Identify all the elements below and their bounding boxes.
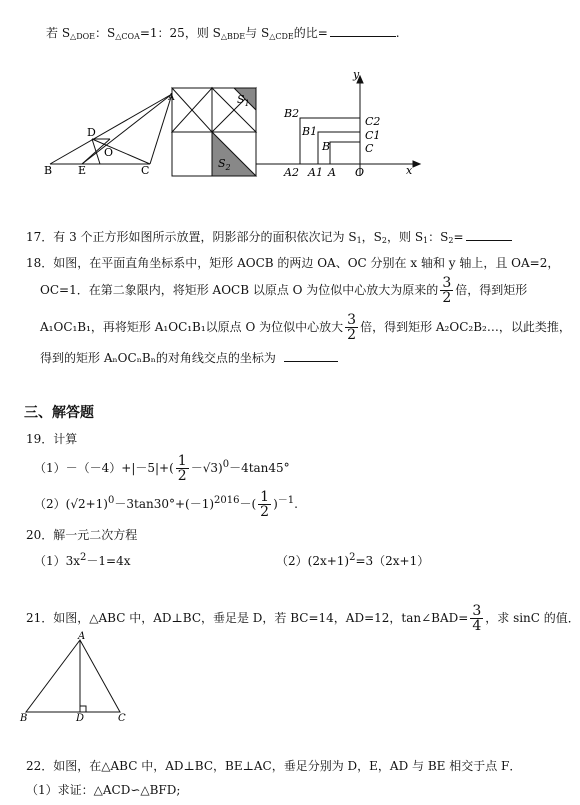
label-A: A	[328, 166, 336, 179]
answer-blank	[466, 230, 512, 241]
label-A1: A1	[308, 166, 323, 179]
x-axis-label: x	[406, 164, 413, 177]
y-axis-label: y	[353, 68, 360, 81]
fraction-1-2: $\frac{1}{2}$	[177, 453, 187, 484]
answer-blank	[330, 26, 396, 37]
q18-line1: 18．如图，在平面直角坐标系中，矩形 AOCB 的两边 OA、OC 分别在 x 轴和 y 轴上，且 OA=2，	[26, 256, 560, 270]
answer-blank	[284, 351, 338, 362]
q16-line: 若 $S_{\triangle DOE}$：$S_{\triangle COA}=1$：25，则 $S_{\triangle BDE}$与 $S_{\triangle CDE}$的比= .	[46, 26, 400, 41]
fig1-label-C: C	[141, 164, 150, 177]
figures-row	[0, 68, 534, 192]
label-C1: C1	[365, 129, 381, 142]
fig4-label-A: A	[78, 631, 86, 642]
fig4-label-B: B	[20, 713, 28, 724]
q17-line: 17．有 3 个正方形如图所示放置，阴影部分的面积依次记为 $S_1$，$S_2$，则 $S_1$：$S_2=$	[26, 228, 512, 245]
fig4-label-D: D	[76, 713, 85, 724]
q18-line2: OC=1．在第二象限内，将矩形 AOCB 以原点 O 为位似中心放大为原来的 $\frac{3}{2}$ 倍，得到矩形	[40, 275, 528, 306]
fig1-label-B: B	[44, 164, 53, 177]
fraction-3-2: $\frac{3}{2}$	[442, 275, 452, 306]
fig1-label-D: D	[87, 126, 96, 139]
coordinate-figure	[256, 76, 420, 176]
label-B2: B2	[284, 107, 300, 120]
q22-line: 22．如图，在△ABC 中，AD⊥BC，BE⊥AC，垂足分别为 D，E，AD 与 BE 相交于点 F．	[26, 759, 522, 773]
triangle-figure-2	[18, 632, 148, 722]
s1-label: $S_1$	[237, 93, 250, 108]
fraction-3-2: $\frac{3}{2}$	[347, 312, 357, 343]
q19-part2: $(2)(√2+1)^0-3\tan 30^\circ+(-1)^{2016}-$( $\frac{1}{2}$ )$^{-1}$.	[34, 489, 298, 520]
origin-label: O	[355, 166, 365, 179]
label-A2: A2	[284, 166, 299, 179]
s2-label: $S_2$	[218, 157, 231, 172]
fig4-label-C: C	[118, 713, 126, 724]
fraction-1-2: $\frac{1}{2}$	[260, 489, 270, 520]
label-B: B	[322, 140, 331, 153]
q22-part1: （1）求证：△ACD∽△BFD;	[26, 783, 181, 797]
label-C: C	[365, 142, 374, 155]
q20-part1: $(1)3x^2-1=4x$	[34, 552, 131, 568]
fig1-label-E: E	[78, 164, 87, 177]
label-B1: B1	[302, 125, 318, 138]
fig1-label-A: A	[168, 93, 175, 103]
q20-title: 20．解一元二次方程	[26, 528, 138, 542]
q18-line3: A₁OC₁B₁，再将矩形 A₁OC₁B₁以原点 O 为位似中心放大 $\frac{3}{2}$ 倍，得到矩形 A₂OC₂B₂…，以此类推，	[40, 312, 571, 343]
q21-line: 21．如图，△ABC 中，AD⊥BC，垂足是 D，若 BC=14，AD=12，tan∠BAD= $\frac{3}{4}$ ，求 sinC 的值．	[26, 603, 580, 634]
section-title: 三、解答题	[24, 405, 94, 421]
fraction-3-4: $\frac{3}{4}$	[472, 603, 482, 634]
fig1-label-O: O	[104, 146, 114, 159]
label-C2: C2	[365, 115, 381, 128]
q19-part1: （1）－（－4）+|－5|+( $\frac{1}{2}$ －√3)$^0$－4tan45°	[34, 453, 290, 484]
q19-title: 19．计算	[26, 432, 78, 446]
q18-line4: 得到的矩形 AₙOCₙBₙ的对角线交点的坐标为	[40, 349, 338, 366]
q20-part2: $(2)(2x+1)^2=3(2x+1)$	[276, 552, 430, 568]
